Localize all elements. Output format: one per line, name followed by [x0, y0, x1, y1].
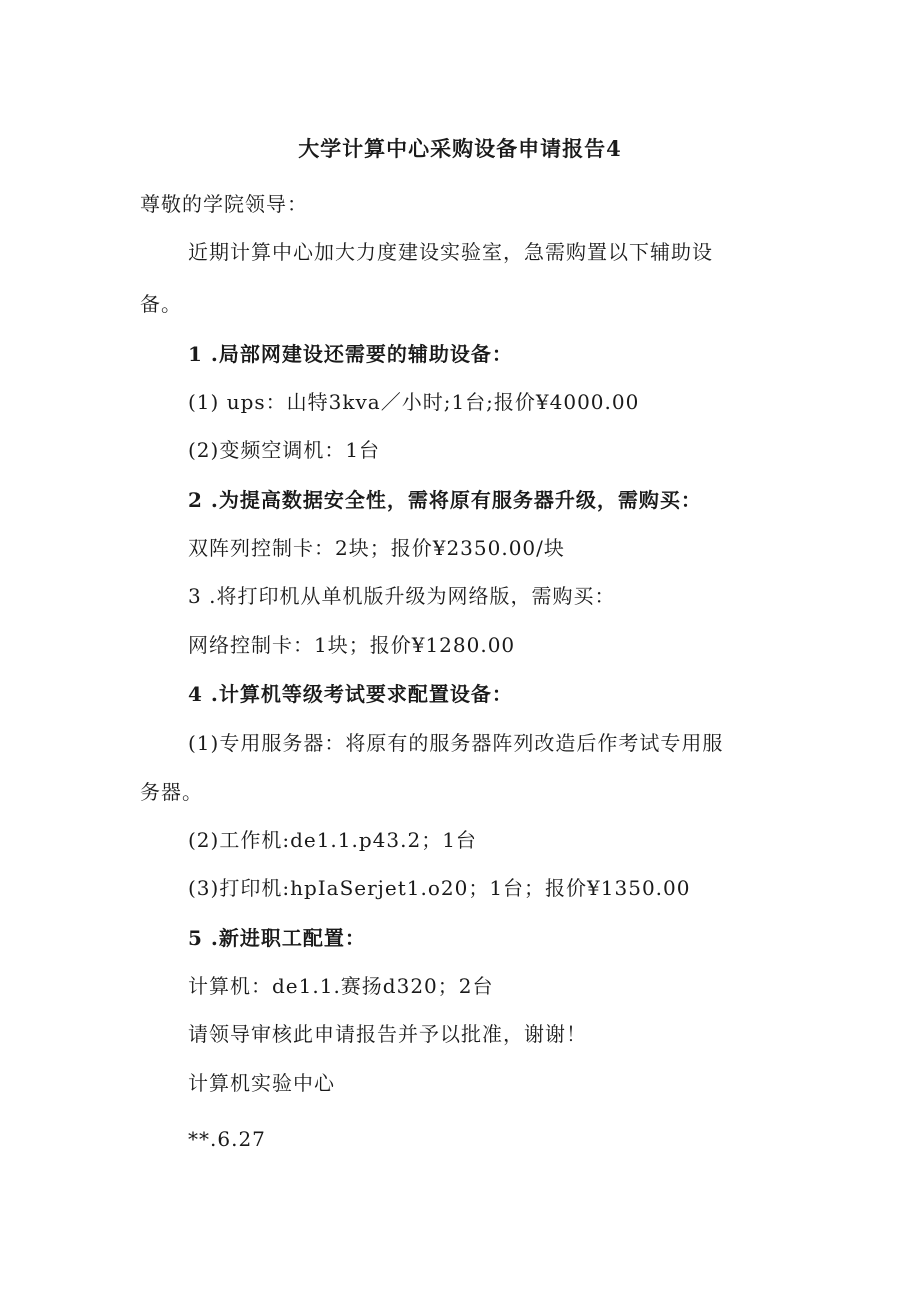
closing-request: 请领导审核此申请报告并予以批准，谢谢！: [188, 1022, 587, 1046]
section-3-item-network-card: 网络控制卡：1块；报价¥1280.00: [188, 633, 516, 657]
document-title: 大学计算中心采购设备申请报告4: [298, 136, 622, 161]
intro-paragraph-line-1: 近期计算中心加大力度建设实验室，急需购置以下辅助设: [188, 240, 713, 264]
section-4-item-workstation: (2)工作机:de1.1.p43.2；1台: [188, 828, 477, 852]
section-1-item-air-conditioner: (2)变频空调机：1台: [188, 438, 381, 462]
section-1-heading: 1 .局部网建设还需要的辅助设备：: [188, 342, 513, 366]
section-1-item-ups: (1) ups：山特3kva／小时;1台;报价¥4000.00: [188, 390, 640, 414]
section-4-item-server-line-1: (1)专用服务器：将原有的服务器阵列改造后作考试专用服: [188, 731, 724, 755]
section-4-item-printer: (3)打印机:hpIaSerjet1.o20；1台；报价¥1350.00: [188, 876, 691, 900]
section-4-item-server-line-2: 务器。: [140, 780, 203, 804]
signature-date: **.6.27: [188, 1127, 266, 1151]
section-5-heading: 5 .新进职工配置：: [188, 926, 366, 950]
section-2-heading: 2 .为提高数据安全性，需将原有服务器升级，需购买：: [188, 488, 702, 512]
salutation: 尊敬的学院领导：: [140, 192, 308, 216]
signature-department: 计算机实验中心: [188, 1071, 335, 1095]
section-2-item-raid-card: 双阵列控制卡：2块；报价¥2350.00/块: [188, 536, 565, 560]
section-5-item-computer: 计算机：de1.1.赛扬d320；2台: [188, 974, 494, 998]
intro-paragraph-line-2: 备。: [140, 292, 182, 316]
section-3-heading: 3 .将打印机从单机版升级为网络版，需购买：: [188, 584, 616, 608]
section-4-heading: 4 .计算机等级考试要求配置设备：: [188, 682, 513, 706]
